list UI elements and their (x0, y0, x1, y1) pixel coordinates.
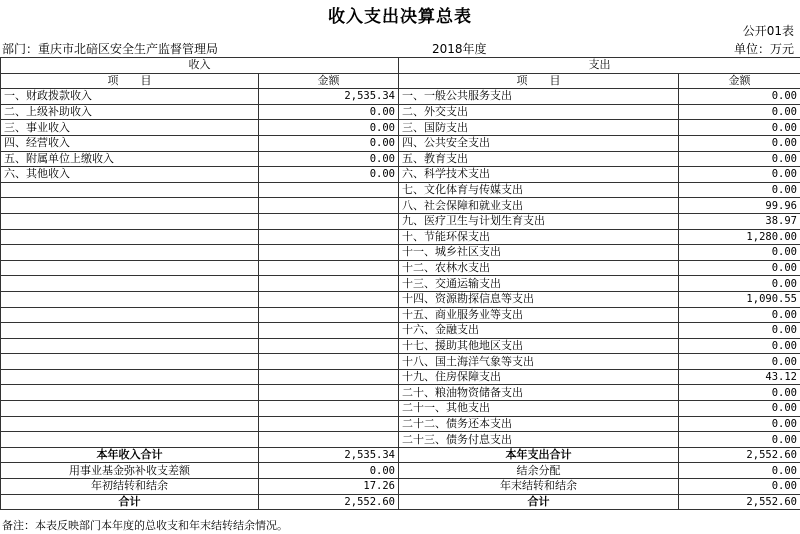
expense-amount-cell: 0.00 (679, 276, 800, 292)
income-amount-cell (259, 213, 399, 229)
income-section-header: 收入 (1, 58, 399, 74)
expense-item-cell: 十九、住房保障支出 (399, 369, 679, 385)
expense-amount-cell: 0.00 (679, 120, 800, 136)
income-item-cell: 二、上级补助收入 (1, 104, 259, 120)
expense-amount-cell: 99.96 (679, 198, 800, 214)
expense-summary-amount: 2,552.60 (679, 494, 800, 510)
expense-summary-amount: 2,552.60 (679, 447, 800, 463)
expense-summary-amount: 0.00 (679, 479, 800, 495)
table-row (1, 276, 800, 292)
report-title: 收入支出决算总表 (328, 7, 472, 27)
footnote: 备注：本表反映部门本年度的总收支和年末结转结余情况。 (2, 519, 288, 532)
income-amount-cell (259, 307, 399, 323)
table-row (1, 167, 800, 183)
income-item-header: 项 目 (1, 73, 259, 89)
expense-amount-cell: 0.00 (679, 104, 800, 120)
income-summary-amount: 2,552.60 (259, 494, 399, 510)
expense-amount-cell: 1,280.00 (679, 229, 800, 245)
income-amount-cell (259, 198, 399, 214)
income-item-cell (1, 245, 259, 261)
summary-row (1, 447, 800, 463)
table-row (1, 89, 800, 105)
expense-item-cell: 十一、城乡社区支出 (399, 245, 679, 261)
expense-item-cell: 十二、农林水支出 (399, 260, 679, 276)
table-row (1, 385, 800, 401)
expense-summary-label: 结余分配 (399, 463, 679, 479)
income-item-cell (1, 338, 259, 354)
expense-item-cell: 四、公共安全支出 (399, 135, 679, 151)
income-amount-cell (259, 432, 399, 448)
expense-amount-cell: 0.00 (679, 89, 800, 105)
income-amount-cell (259, 291, 399, 307)
income-amount-cell (259, 338, 399, 354)
expense-amount-cell: 0.00 (679, 182, 800, 198)
income-item-cell (1, 213, 259, 229)
summary-row (1, 494, 800, 510)
income-amount-cell (259, 369, 399, 385)
income-item-cell (1, 401, 259, 417)
income-amount-cell (259, 323, 399, 339)
expense-item-cell: 十八、国土海洋气象等支出 (399, 354, 679, 370)
income-item-cell: 六、其他收入 (1, 167, 259, 183)
income-summary-label: 合计 (1, 494, 259, 510)
table-body (1, 89, 800, 510)
table-row (1, 198, 800, 214)
expense-item-cell: 二十一、其他支出 (399, 401, 679, 417)
income-item-cell (1, 369, 259, 385)
expense-amount-cell: 0.00 (679, 432, 800, 448)
income-summary-amount: 17.26 (259, 479, 399, 495)
income-item-cell (1, 182, 259, 198)
expense-summary-label: 合计 (399, 494, 679, 510)
expense-item-cell: 三、国防支出 (399, 120, 679, 136)
income-item-cell (1, 432, 259, 448)
expense-item-header: 项 目 (399, 73, 679, 89)
income-item-cell: 五、附属单位上缴收入 (1, 151, 259, 167)
income-item-cell (1, 323, 259, 339)
income-item-cell (1, 198, 259, 214)
expense-amount-cell: 1,090.55 (679, 291, 800, 307)
income-item-cell (1, 291, 259, 307)
expense-summary-label: 本年支出合计 (399, 447, 679, 463)
expense-item-cell: 二十二、债务还本支出 (399, 416, 679, 432)
income-summary-amount: 0.00 (259, 463, 399, 479)
income-item-cell: 三、事业收入 (1, 120, 259, 136)
income-amount-cell: 0.00 (259, 120, 399, 136)
income-summary-label: 用事业基金弥补收支差额 (1, 463, 259, 479)
income-item-cell (1, 260, 259, 276)
expense-item-cell: 七、文化体育与传媒支出 (399, 182, 679, 198)
income-amount-cell: 2,535.34 (259, 89, 399, 105)
income-amount-cell: 0.00 (259, 167, 399, 183)
table-row (1, 213, 800, 229)
expense-summary-amount: 0.00 (679, 463, 800, 479)
column-header-row (1, 73, 800, 89)
expense-amount-cell: 0.00 (679, 338, 800, 354)
table-row (1, 291, 800, 307)
table-row (1, 245, 800, 261)
income-amount-cell (259, 182, 399, 198)
income-item-cell: 一、财政拨款收入 (1, 89, 259, 105)
expense-amount-cell: 0.00 (679, 151, 800, 167)
department-label: 部门：重庆市北碚区安全生产监督管理局 (2, 42, 219, 56)
income-amount-cell (259, 354, 399, 370)
expense-item-cell: 十、节能环保支出 (399, 229, 679, 245)
expense-amount-header: 金额 (679, 73, 800, 89)
summary-row (1, 479, 800, 495)
expense-item-cell: 六、科学技术支出 (399, 167, 679, 183)
expense-amount-cell: 0.00 (679, 416, 800, 432)
fiscal-year: 2018年度 (432, 42, 487, 56)
income-amount-cell (259, 260, 399, 276)
table-row (1, 416, 800, 432)
income-amount-cell (259, 401, 399, 417)
expense-item-cell: 十五、商业服务业等支出 (399, 307, 679, 323)
income-amount-cell (259, 229, 399, 245)
income-amount-cell: 0.00 (259, 104, 399, 120)
expense-summary-label: 年末结转和结余 (399, 479, 679, 495)
section-header-row (1, 58, 800, 74)
table-row (1, 120, 800, 136)
expense-amount-cell: 0.00 (679, 260, 800, 276)
table-row (1, 323, 800, 339)
table-row (1, 354, 800, 370)
income-summary-amount: 2,535.34 (259, 447, 399, 463)
income-amount-cell: 0.00 (259, 135, 399, 151)
expense-amount-cell: 0.00 (679, 401, 800, 417)
form-code: 公开01表 (742, 24, 794, 38)
expense-amount-cell: 0.00 (679, 135, 800, 151)
summary-row (1, 463, 800, 479)
income-amount-cell (259, 416, 399, 432)
table-row (1, 151, 800, 167)
table-row (1, 135, 800, 151)
table-row (1, 260, 800, 276)
income-summary-label: 本年收入合计 (1, 447, 259, 463)
income-item-cell (1, 354, 259, 370)
income-amount-cell: 0.00 (259, 151, 399, 167)
expense-section-header: 支出 (399, 58, 800, 74)
table-row (1, 432, 800, 448)
income-amount-cell (259, 385, 399, 401)
table-row (1, 104, 800, 120)
income-expense-table (0, 57, 800, 510)
expense-item-cell: 十三、交通运输支出 (399, 276, 679, 292)
table-row (1, 401, 800, 417)
expense-item-cell: 二十三、债务付息支出 (399, 432, 679, 448)
table-row (1, 338, 800, 354)
expense-amount-cell: 0.00 (679, 167, 800, 183)
expense-amount-cell: 0.00 (679, 354, 800, 370)
expense-item-cell: 十六、金融支出 (399, 323, 679, 339)
report-meta (0, 40, 800, 56)
income-item-cell: 四、经营收入 (1, 135, 259, 151)
table-row (1, 369, 800, 385)
expense-item-cell: 一、一般公共服务支出 (399, 89, 679, 105)
expense-amount-cell: 0.00 (679, 323, 800, 339)
expense-amount-cell: 0.00 (679, 245, 800, 261)
income-item-cell (1, 276, 259, 292)
income-amount-header: 金额 (259, 73, 399, 89)
income-amount-cell (259, 276, 399, 292)
income-summary-label: 年初结转和结余 (1, 479, 259, 495)
income-item-cell (1, 229, 259, 245)
expense-item-cell: 五、教育支出 (399, 151, 679, 167)
expense-item-cell: 九、医疗卫生与计划生育支出 (399, 213, 679, 229)
expense-amount-cell: 43.12 (679, 369, 800, 385)
table-row (1, 182, 800, 198)
expense-item-cell: 二十、粮油物资储备支出 (399, 385, 679, 401)
expense-amount-cell: 0.00 (679, 307, 800, 323)
income-amount-cell (259, 245, 399, 261)
expense-item-cell: 八、社会保障和就业支出 (399, 198, 679, 214)
expense-amount-cell: 0.00 (679, 385, 800, 401)
expense-item-cell: 十七、援助其他地区支出 (399, 338, 679, 354)
income-item-cell (1, 307, 259, 323)
income-item-cell (1, 385, 259, 401)
expense-amount-cell: 38.97 (679, 213, 800, 229)
income-item-cell (1, 416, 259, 432)
expense-item-cell: 十四、资源勘探信息等支出 (399, 291, 679, 307)
expense-item-cell: 二、外交支出 (399, 104, 679, 120)
table-row (1, 229, 800, 245)
table-row (1, 307, 800, 323)
unit-label: 单位：万元 (733, 42, 794, 56)
